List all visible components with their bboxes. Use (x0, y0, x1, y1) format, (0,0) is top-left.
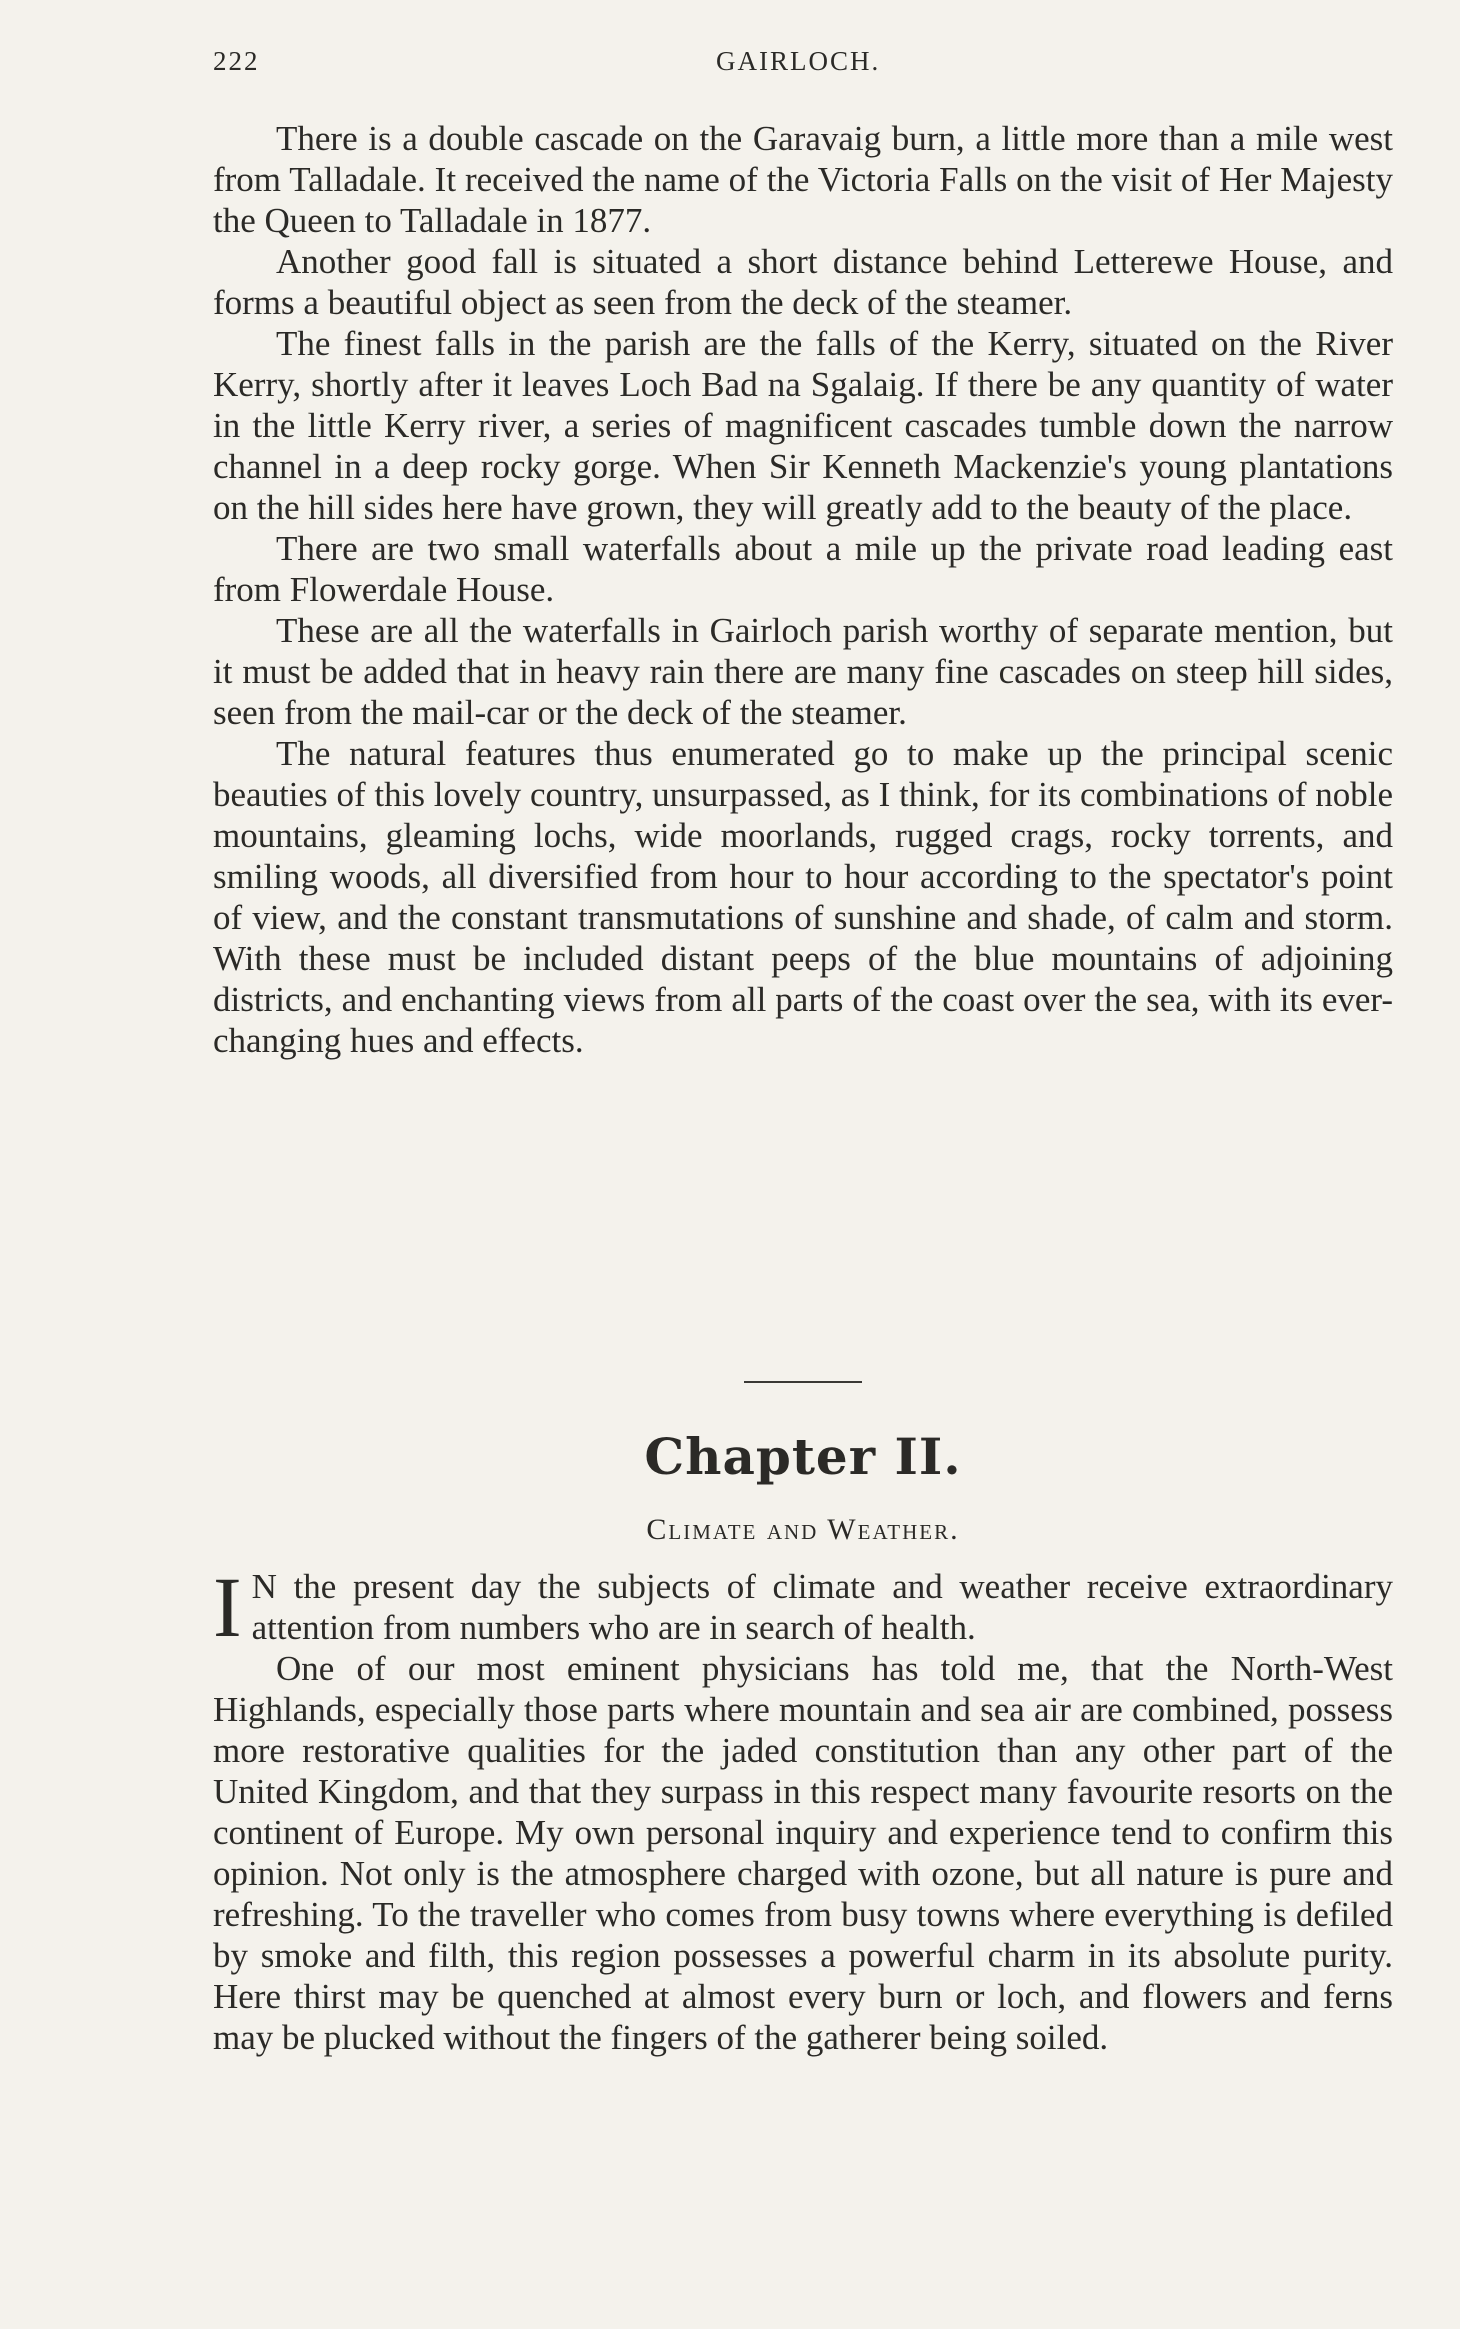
running-header (213, 46, 1393, 86)
paragraph: The finest falls in the parish are the falls of the Kerry, situated on the River Kerry, shortly after it leaves Loch Bad na Sgalaig. If there be any quantity of water in the little Kerry river, a series of magnificent cascades tumble down the narrow channel in a deep rocky gorge. When Sir Kenneth Mackenzie's young plantations on the hill sides here have grown, they will greatly add to the beauty of the place. (213, 324, 1393, 527)
waterfalls-section (213, 118, 1393, 1061)
paragraph: One of our most eminent physicians has told me, that the North-West Highlands, especially those parts where mountain and sea air are combined, possess more restorative qualities for the jaded constitution than any other part of the United Kingdom, and that they surpass in this respect many favourite resorts on the continent of Europe. My own personal inquiry and experience tend to confirm this opinion. Not only is the atmosphere charged with ozone, but all nature is pure and refreshing. To the traveller who comes from busy towns where everything is defiled by smoke and filth, this region possesses a powerful charm in its absolute purity. Here thirst may be quenched at almost every burn or loch, and flowers and ferns may be plucked without the fingers of the gatherer being soiled. (213, 1649, 1393, 2057)
paragraph: There are two small waterfalls about a mile up the private road leading east from Flowerdale House. (213, 529, 1393, 609)
section-divider (744, 1381, 862, 1383)
page-number: 222 (213, 46, 260, 76)
running-title: GAIRLOCH. (716, 46, 881, 76)
drop-cap: I (213, 1559, 242, 1655)
opening-paragraph-text: N the present day the subjects of climate and weather receive extraordinary attention from numbers who are in search of health. (251, 1567, 1393, 1647)
paragraph: Another good fall is situated a short distance behind Letterewe House, and forms a beautiful object as seen from the deck of the steamer. (213, 242, 1393, 322)
chapter-subtitle-text: Climate and Weather. (646, 1513, 960, 1546)
chapter-subtitle (213, 1510, 1393, 1550)
opening-paragraph (213, 1559, 1393, 1655)
paragraph: The natural features thus enumerated go to make up the principal scenic beauties of this lovely country, unsurpassed, as I think, for its combinations of noble mountains, gleaming lochs, wide moorlands, rugged crags, rocky torrents, and smiling woods, all diversified from hour to hour according to the spectator's point of view, and the constant transmutations of sunshine and shade, of calm and storm. With these must be included distant peeps of the blue mountains of adjoining districts, and enchanting views from all parts of the coast over the sea, with its ever-changing hues and effects. (213, 734, 1393, 1060)
climate-section (213, 1559, 1393, 2058)
paragraph: These are all the waterfalls in Gairloch parish worthy of separate mention, but it must be added that in heavy rain there are many fine cascades on steep hill sides, seen from the mail-car or the deck of the steamer. (213, 611, 1393, 732)
chapter-title: Chapter II. (644, 1427, 962, 1486)
paragraph: There is a double cascade on the Garavaig burn, a little more than a mile west from Talladale. It received the name of the Victoria Falls on the visit of Her Majesty the Queen to Talladale in 1877. (213, 119, 1393, 240)
